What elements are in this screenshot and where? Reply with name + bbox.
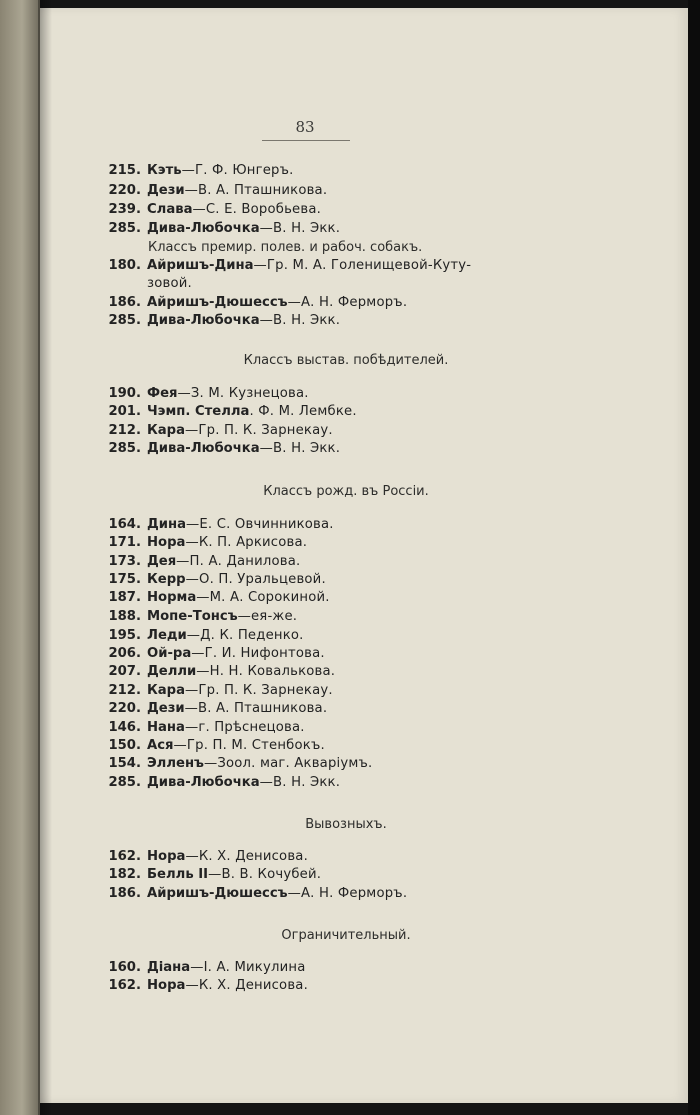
dog-name: Чэмп. Стелла [147,404,250,419]
dog-name: Элленъ [147,756,204,771]
dog-name: Мопе-Тонсъ [147,609,238,624]
owner-name: —В. Н. Экк. [259,221,341,236]
entry-line [106,221,340,237]
owner-name: —В. Н. Экк. [259,775,341,790]
entry-line [106,886,407,902]
owner-name: —Гр. П. К. Зарнекау. [185,423,333,438]
entry-line [106,867,321,883]
entry-line [106,590,330,606]
dog-name: Дези [147,183,185,198]
owner-name: —В. В. Кочубей. [208,867,322,882]
entry-number: 207. [108,664,141,679]
dog-name: Слава [147,202,193,217]
owner-name: —В. Н. Экк. [259,313,341,328]
entry-number: 285. [108,441,141,456]
entry-number: 175. [108,572,141,587]
dog-name: Керр [147,572,186,587]
entry-number: 162. [108,849,141,864]
entry-line [106,386,309,402]
section-heading-russia: Классъ рожд. въ Россiи. [263,484,429,499]
owner-name: —О. П. Уральцевой. [185,572,326,587]
dog-name: Кэть [147,163,182,178]
dog-name: Белль II [147,867,209,882]
dog-name: Дiана [147,960,191,975]
owner-name: —Н. Н. Ковалькова. [196,664,336,679]
entry-line [106,423,333,439]
section-heading-limiting: Ограничительный. [281,928,411,943]
entry-number: 285. [108,313,141,328]
dog-name: Дива-Любочка [147,441,260,456]
dog-name: Дези [147,701,185,716]
section-heading-winners: Классъ выстав. побѣдителей. [243,353,449,368]
owner-name: —Г. Ф. Юнгеръ. [181,163,294,178]
entry-line [106,276,192,292]
entry-number: 212. [108,683,141,698]
entry-line [106,701,327,717]
owner-name: —В. Н. Экк. [259,441,341,456]
dog-name: Нора [147,849,186,864]
entry-number: 164. [108,517,141,532]
dog-name: Фея [147,386,178,401]
entry-number: 215. [108,163,141,178]
owner-name: —Е. С. Овчинникова. [186,517,334,532]
dog-name: Дива-Любочка [147,775,260,790]
entry-line [106,646,325,662]
dog-name: Кара [147,683,186,698]
entry-number: 239. [108,202,141,217]
owner-name: —В. А. Пташникова. [184,183,328,198]
entry-line [106,978,308,994]
page-number-rule [262,140,350,141]
dog-name: Айришъ-Дюшессъ [147,886,288,901]
entry-line [106,683,333,699]
entry-number: 188. [108,609,141,624]
entry-line [106,554,300,570]
owner-name: —М. А. Сорокиной. [196,590,330,605]
entry-number: 285. [108,221,141,236]
owner-name: —Г. И. Нифонтова. [191,646,325,661]
dog-name: Ася [147,738,174,753]
dog-name: Леди [147,628,187,643]
entry-number: 180. [108,258,141,273]
entry-number: 160. [108,960,141,975]
entry-line [106,313,340,329]
entry-line [106,775,340,791]
entry-number: 162. [108,978,141,993]
dog-name: Айришъ-Дина [147,258,254,273]
entry-line [106,960,305,976]
entry-line [106,183,327,199]
owner-name: —З. М. Кузнецова. [177,386,309,401]
entry-number: 220. [108,183,141,198]
entry-line [106,163,294,179]
entry-number: 190. [108,386,141,401]
owner-name: —I. А. Микулина [190,960,306,975]
entry-number: 146. [108,720,141,735]
entry-line [106,404,357,420]
owner-name: —Гр. П. М. Стенбокъ. [173,738,325,753]
owner-name: —ея-же. [237,609,298,624]
entry-number: 285. [108,775,141,790]
entry-line [106,258,471,274]
dog-name: Нора [147,535,186,550]
entry-line [106,720,305,736]
owner-name: —Зоол. маг. Акварiумъ. [203,756,373,771]
spine-shadow [38,0,52,1115]
owner-name: —К. Х. Денисова. [185,849,308,864]
entry-number: 186. [108,295,141,310]
dog-name: Дея [147,554,177,569]
dog-name: Делли [147,664,197,679]
dog-name: Дива-Любочка [147,313,260,328]
entry-number: 212. [108,423,141,438]
entry-number: 182. [108,867,141,882]
entry-number: 173. [108,554,141,569]
entry-number: 186. [108,886,141,901]
entry-line [106,664,335,680]
entry-line [106,609,297,625]
dog-name: Дина [147,517,186,532]
dog-name: Нана [147,720,185,735]
entry-line [106,295,407,311]
section-heading-premium: Классъ премир. полев. и рабоч. собакъ. [148,240,423,255]
entry-number: 154. [108,756,141,771]
entry-number: 171. [108,535,141,550]
entry-line [106,849,308,865]
dog-name: Айришъ-Дюшессъ [147,295,288,310]
owner-name: —К. П. Аркисова. [185,535,308,550]
entry-line [106,756,372,772]
right-background [688,0,700,1115]
entry-number: 201. [108,404,141,419]
section-heading-vyvoznykh: Вывозныхъ. [305,817,387,832]
entry-number: 150. [108,738,141,753]
page-number: 83 [295,118,315,136]
entry-number: 195. [108,628,141,643]
owner-name: . Ф. М. Лембке. [249,404,357,419]
dog-name: Кара [147,423,186,438]
entry-line [106,738,325,754]
owner-name: —г. Прѣснецова. [184,720,305,735]
owner-name: —А. Н. Ферморъ. [287,295,408,310]
dog-name: Норма [147,590,197,605]
dog-name: Дива-Любочка [147,221,260,236]
dog-name: Ой-ра [147,646,192,661]
left-page-edge [0,0,40,1115]
entry-number: 220. [108,701,141,716]
dog-name: Нора [147,978,186,993]
entry-number: 206. [108,646,141,661]
owner-name: —П. А. Данилова. [176,554,301,569]
owner-name: —Д. К. Педенко. [186,628,304,643]
owner-name: —К. Х. Денисова. [185,978,308,993]
owner-name: —Гр. М. А. Голенищевой-Куту- [253,258,472,273]
entry-line [106,441,340,457]
owner-name: зовой. [147,276,192,291]
owner-name: —В. А. Пташникова. [184,701,328,716]
entry-line [106,572,326,588]
entry-number: 187. [108,590,141,605]
entry-line [106,628,304,644]
owner-name: —Гр. П. К. Зарнекау. [185,683,333,698]
owner-name: —А. Н. Ферморъ. [287,886,408,901]
entry-line [106,535,307,551]
owner-name: —С. Е. Воробьева. [192,202,321,217]
entry-line [106,202,321,218]
entry-line [106,517,334,533]
